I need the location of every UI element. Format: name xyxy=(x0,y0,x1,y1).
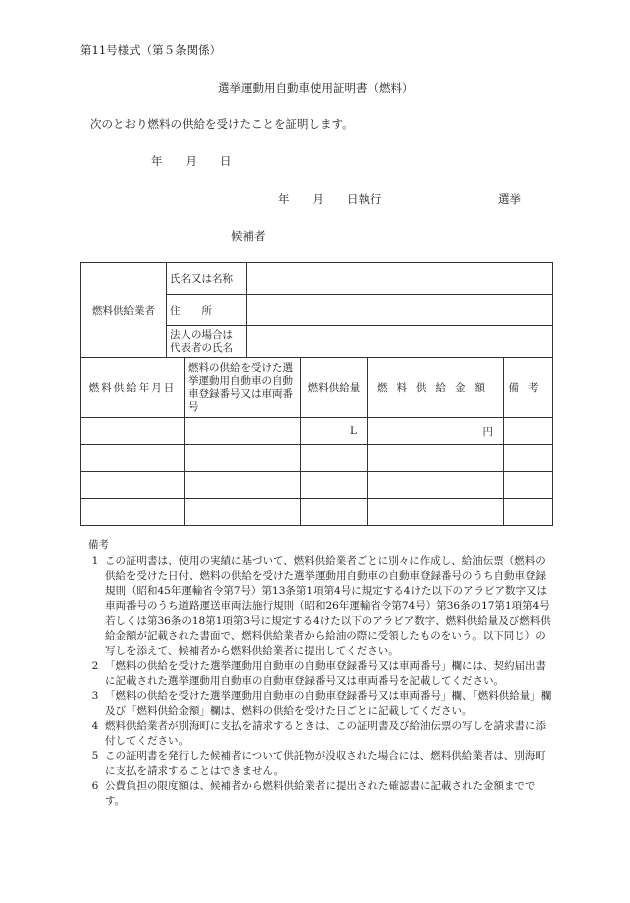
document-title: 選挙運動用自動車使用証明書（燃料） xyxy=(218,81,414,95)
fuel-quantity-cell[interactable] xyxy=(301,472,368,499)
fuel-quantity-cell[interactable]: L xyxy=(301,418,368,445)
vehicle-number-cell[interactable] xyxy=(185,445,301,472)
note-item xyxy=(88,749,552,779)
note-item xyxy=(88,659,552,689)
col-header-fuel-quantity: 燃料供給量 xyxy=(301,358,368,418)
fuel-amount-cell[interactable] xyxy=(368,499,504,526)
remarks-cell[interactable] xyxy=(504,418,553,445)
note-number: 2 xyxy=(91,660,99,672)
col-header-remarks: 備考 xyxy=(504,358,553,418)
note-number: 5 xyxy=(91,750,99,762)
remarks-cell[interactable] xyxy=(504,499,553,526)
fuel-supply-table xyxy=(80,262,553,526)
representative-field[interactable] xyxy=(247,326,553,358)
col-header-supply-date: 燃料供給年月日 xyxy=(81,358,185,418)
vehicle-number-cell[interactable] xyxy=(185,472,301,499)
note-text: 燃料供給業者が別海町に支払を請求するときは、この証明書及び給油伝票の写しを請求書に添付してください。 xyxy=(105,720,546,747)
supply-date-cell[interactable] xyxy=(81,472,185,499)
note-number: 1 xyxy=(91,555,99,567)
fuel-amount-cell[interactable] xyxy=(368,472,504,499)
election-date: 年 月 日執行 xyxy=(278,192,382,206)
representative-label: 法人の場合は代表者の氏名 xyxy=(167,326,247,358)
election-suffix: 選挙 xyxy=(498,192,521,206)
issue-date: 年 月 日 xyxy=(151,154,232,168)
address-field[interactable] xyxy=(247,295,553,326)
note-text: この証明書は、使用の実績に基づいて、燃料供給業者ごとに別々に作成し、給油伝票（燃料の供給を受けた日付、燃料の供給を受けた選挙運動用自動車の自動車登録番号のうち自動車登録規則（昭和45年運輸省令第7号）第13条第1項第4号に規定する4けた以下のアラビア数字又は車両番号のうち道路運送車両法施行規則（昭和26年運輸省令第74号）第36条の17第1項第4号若しくは第36条の18第1項第3号に規定する4けた以下のアラビア数字、燃料供給量及び燃料供給金額が記載された書面で、燃料供給業者から給油の際に受領したものをいう。以下同じ）の写しを添えて、候補者から燃料供給業者に提出してください。 xyxy=(105,555,551,657)
remarks-cell[interactable] xyxy=(504,472,553,499)
note-item xyxy=(88,689,552,719)
candidate-label: 候補者 xyxy=(231,229,266,243)
certification-statement: 次のとおり燃料の供給を受けたことを証明します。 xyxy=(90,117,354,131)
col-header-vehicle-number: 燃料の供給を受けた選挙運動用自動車の自動車登録番号又は車両番号 xyxy=(185,358,301,418)
name-field[interactable] xyxy=(247,263,553,295)
remarks-cell[interactable] xyxy=(504,445,553,472)
note-item xyxy=(88,554,552,659)
note-text: 「燃料の供給を受けた選挙運動用自動車の自動車登録番号又は車両番号」欄には、契約届出書に記載された選挙運動用自動車の自動車登録番号又は車両番号を記載してください。 xyxy=(105,660,546,687)
note-number: 6 xyxy=(91,780,99,792)
note-number: 3 xyxy=(91,690,99,702)
address-label: 住 所 xyxy=(167,295,247,326)
supply-date-cell[interactable] xyxy=(81,499,185,526)
table-row xyxy=(81,472,553,499)
name-label: 氏名又は名称 xyxy=(167,263,247,295)
col-header-fuel-amount: 燃料供給金額 xyxy=(368,358,504,418)
vehicle-number-cell[interactable] xyxy=(185,418,301,445)
supply-date-cell[interactable] xyxy=(81,418,185,445)
fuel-quantity-cell[interactable] xyxy=(301,499,368,526)
note-number: 4 xyxy=(91,720,99,732)
table-row xyxy=(81,499,553,526)
fuel-amount-cell[interactable]: 円 xyxy=(368,418,504,445)
supplier-label: 燃料供給業者 xyxy=(81,263,167,358)
table-row xyxy=(81,445,553,472)
notes-heading: 備考 xyxy=(88,539,109,551)
note-text: この証明書を発行した候補者について供託物が没収された場合には、燃料供給業者は、別海町に支払を請求することはできません。 xyxy=(105,750,546,777)
form-number: 第11号様式（第５条関係） xyxy=(80,43,222,57)
supply-date-cell[interactable] xyxy=(81,445,185,472)
notes-section xyxy=(88,538,552,809)
fuel-amount-cell[interactable] xyxy=(368,445,504,472)
note-text: 「燃料の供給を受けた選挙運動用自動車の自動車登録番号又は車両番号」欄、「燃料供給量」欄及び「燃料供給金額」欄は、燃料の供給を受けた日ごとに記載してください。 xyxy=(105,690,552,717)
fuel-quantity-cell[interactable] xyxy=(301,445,368,472)
table-row xyxy=(81,418,553,445)
note-item xyxy=(88,719,552,749)
vehicle-number-cell[interactable] xyxy=(185,499,301,526)
note-text: 公費負担の限度額は、候補者から燃料供給業者に提出された確認書に記載された金額までです。 xyxy=(105,780,536,807)
note-item xyxy=(88,779,552,809)
